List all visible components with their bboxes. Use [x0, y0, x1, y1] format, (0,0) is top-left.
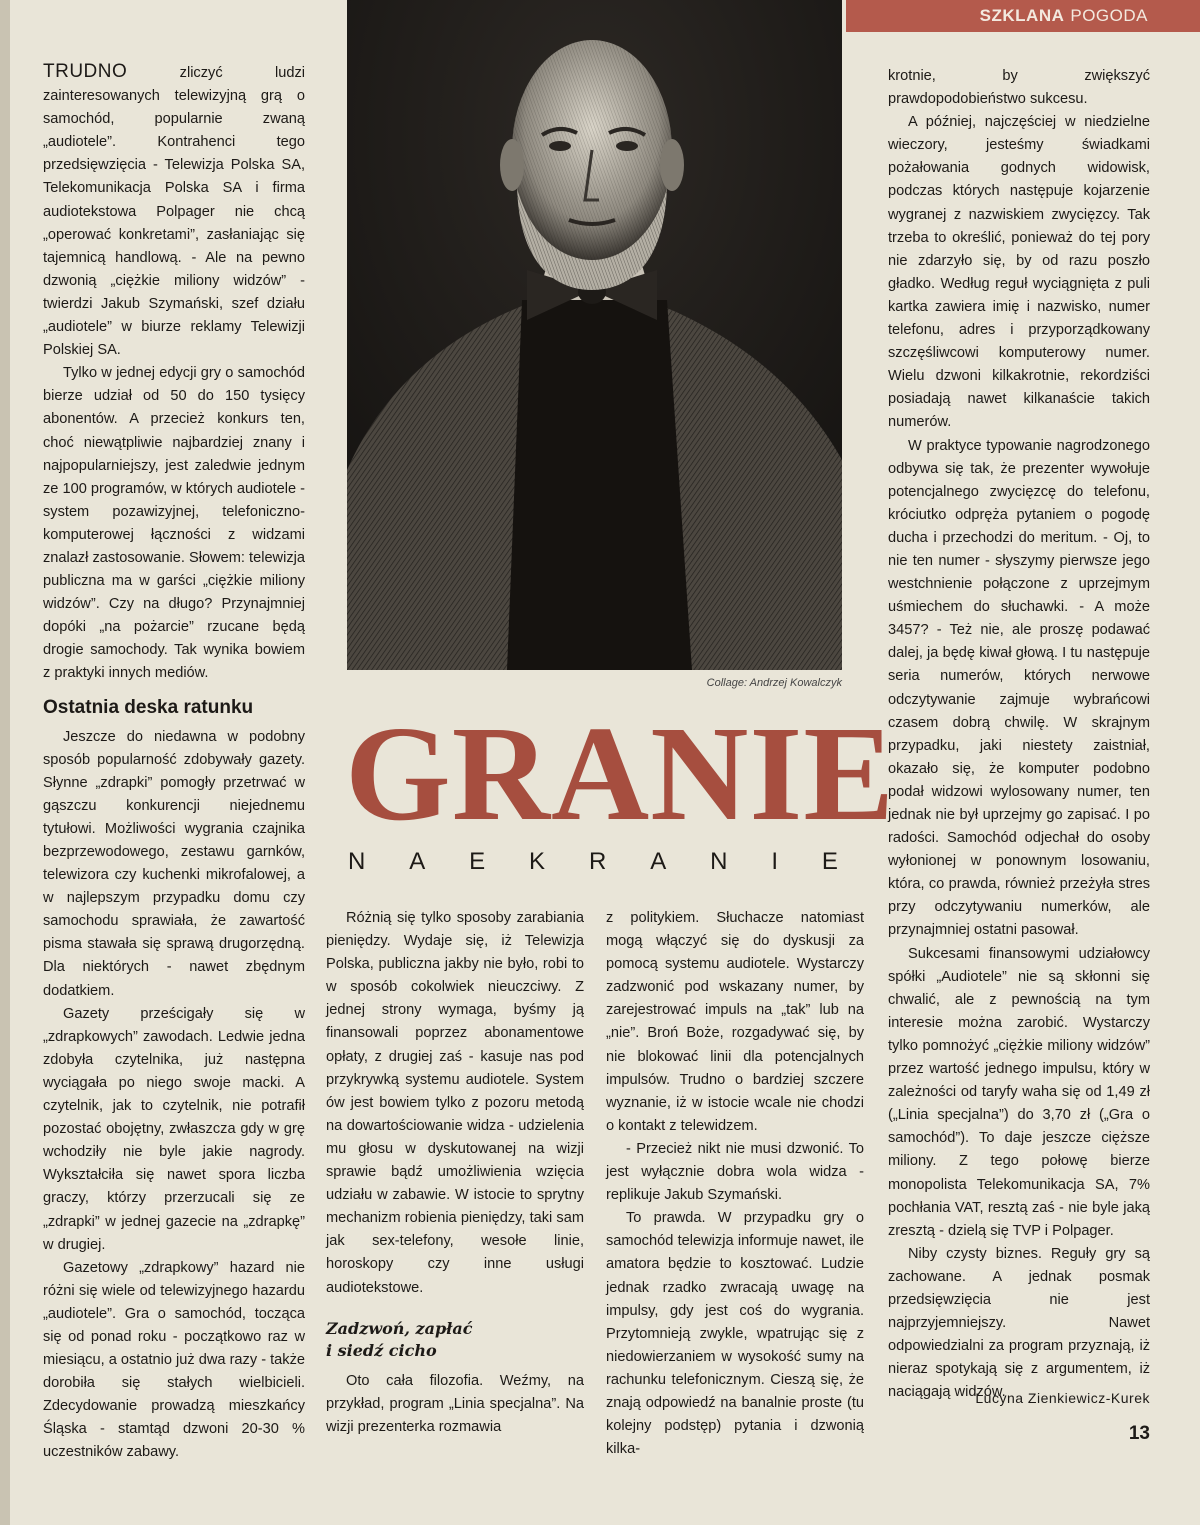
- paragraph: Niby czysty biznes. Reguły gry są zachowane. A jednak posmak przedsięwzięcia nie jest najprzyjemniejszy. Nawet odpowiedzialni za program przyznają, iż nieraz spotykają się z argumentem, iż naciągają widzów.: [888, 1245, 1150, 1401]
- paragraph: - Przecież nikt nie musi dzwonić. To jest wyłącznie dobra wola widza - replikuje Jakub Szymański.: [606, 1140, 864, 1204]
- subheadline-letter: N: [348, 848, 366, 875]
- author-signature: Lucyna Zienkiewicz-Kurek: [975, 1390, 1150, 1406]
- portrait-photo: [347, 0, 842, 670]
- paragraph: Różnią się tylko sposoby zarabiania pieniędzy. Wydaje się, iż Telewizja Polska, publiczna jakby nie było, robi to w sposób cokolwiek nieuczciwy. Z jednej strony wymaga, byśmy ją finansowali poprzez abonamentowe opłaty, z drugiej zaś - kasuje nas pod przykrywką systemu audiotele. System ów jest bowiem tylko z pozoru metodą na dowartościowanie widza - udzielenia mu głosu w dyskutowanej na wizji sprawie bądź umożliwienia wzięcia udziału w zabawie. W istocie to sprytny mechanizm robienia pieniędzy, taki sam jak sex-telefony, wesołe linie, horoskopy czy inne usługi audiotekstowe.: [326, 910, 584, 1296]
- article-column-4: [888, 65, 1150, 1404]
- paragraph: krotnie, by zwiększyć prawdopodobieństwo sukcesu.: [888, 68, 1150, 108]
- photo-caption: Collage: Andrzej Kowalczyk: [706, 677, 842, 689]
- paragraph: Sukcesami finansowymi udziałowcy spółki „Audiotele” nie są skłonni się chwalić, ale z pewnością na tym interesie można zarobić. Wystarczy tylko pomnożyć „ciężkie miliony widzów” przez wartość jednego impulsu, który w zależności od taryfy waha się od 1,49 zł („Linia specjalna”) do 3,70 zł („Gra o samochód”). To daje jeszcze cięższe miliony. Z tego połowę bierze monopolista Telekomunikacja SA, 7% pochłania VAT, resztą zaś - nie byle jaką zresztą - dzielą się TVP i Polpager.: [888, 945, 1150, 1239]
- subheadline-letter: E: [821, 848, 838, 875]
- subheadline-letter: N: [710, 848, 728, 875]
- subheadline: [348, 848, 838, 876]
- paragraph: z politykiem. Słuchacze natomiast mogą włączyć się do dyskusji za pomocą systemu audiotele. Wystarczy zadzwonić pod wskazany numer, by zarejestrować impuls na „tak” lub na „nie”. Broń Boże, rozgadywać się, by nie blokować linii dla potencjalnych impulsów. Trudno o bardziej szczere wyznanie, iż w istocie wcale nie chodzi o kontakt z telewidzem.: [606, 910, 864, 1134]
- paragraph: Jeszcze do niedawna w podobny sposób popularność zdobywały gazety. Słynne „zdrapki” pomogły przetrwać w gąszczu konkurencji niejednemu tytułowi. Możliwości wygrania czajnika bezprzewodowego, zestawu garnków, telewizora czy kuchenki mikrofalowej, a w najlepszym przypadku domu czy samochodu sprawiała, że zawartość pisma stawała się sprawą drugorzędną. Dla niektórych - nawet zbędnym dodatkiem.: [43, 728, 305, 999]
- article-column-1: [43, 60, 305, 1465]
- page-number: 13: [1128, 1423, 1150, 1444]
- portrait-engraving: [347, 0, 842, 670]
- subheadline-letter: A: [409, 848, 426, 875]
- section-subheading: Ostatnia deska ratunku: [43, 696, 254, 718]
- paragraph: Gazetowy „zdrapkowy” hazard nie różni się wiele od telewizyjnego hazardu „audiotele”. Gra o samochód, tocząca się od ponad roku - początkowo raz w miesiącu, a ostatnio już dwa razy - także dorobiła się stałych wielbicieli. Zdecydowanie prowadzą mieszkańcy Śląska - stamtąd dzwoni 20-30 % uczestników zabawy.: [43, 1259, 305, 1461]
- section-banner: [846, 0, 1200, 32]
- paragraph: A później, najczęściej w niedzielne wieczory, jesteśmy świadkami pożałowania godnych widowisk, podczas których następuje kojarzenie wygranej z nazwiskiem zwycięzcy. Tak trzeba to określić, ponieważ do tej pory nie zdarzyło się, by od razu poszło gładko. Według reguł wyciągnięta z puli kartka zawiera imię i nazwisko, numer telefonu, adres i przyporządkowany szczęśliwcowi komputerowy numer. Wielu dzwoni kilkakrotnie, rekordziści posiadają nawet kilkanaście takich numerów.: [888, 114, 1150, 431]
- headline: GRANIE: [345, 699, 896, 849]
- subheadline-letter: E: [469, 848, 486, 875]
- section-title-bold: SZKLANA: [979, 6, 1065, 25]
- subheadline-letter: R: [588, 848, 607, 875]
- paragraph: W praktyce typowanie nagrodzonego odbywa się tak, że prezenter wywołuje potencjalnego zwycięzcę do telefonu, króciutko odpręża pytaniem o pogodę ducha i przechodzi do meritum. - Oj, to nie ten numer - słyszymy pierwsze jego westchnienie połączone z uprzejmym uśmiechem do słuchawki. - A może 3457? - Też nie, ale proszę podawać dalej, ja będę kiwał głową. I tu następuje seria numerów, których nerwowe odczytywanie zajmuje wybrańcowi czasem dobrą chwilę. W skrajnym przypadku, jaki niestety zaistniał, okazało się, że komputer podobno podał widzowi wylosowany numer, ten jednak nie był uprzejmy go zapisać. I po radości. Samochód odjechał do osoby wyłonionej w ponownym losowaniu, która, co prawda, również przeżyła stres przy odczytywaniu numerków, ale przynajmniej ostatni pasował.: [888, 437, 1150, 939]
- paragraph: Oto cała filozofia. Weźmy, na przykład, program „Linia specjalna”. Na wizji prezenterka rozmawia: [326, 1372, 584, 1435]
- paragraph: Tylko w jednej edycji gry o samochód bierze udział od 50 do 150 tysięcy abonentów. A przecież konkurs ten, choć niewątpliwie najbardziej znany i najpopularniejszy, jest zaledwie jednym ze 100 programów, w których audiotele - system pozawizyjnej, telefoniczno-komputerowej łączności z widzami znalazł zastosowanie. Słowem: telewizja publiczna ma w garści „ciężkie miliony widzów”. Czy na długo? Przynajmniej dopóki „na pożarcie” rzucane będą drogie samochody. Tak wynika bowiem z praktyki innych mediów.: [43, 365, 306, 682]
- page-edge: [0, 0, 10, 1525]
- subheadline-letter: K: [529, 848, 546, 875]
- subheadline-letter: I: [771, 848, 778, 875]
- paragraph: To prawda. W przypadku gry o samochód telewizja informuje nawet, ile amatora będzie to kosztować. Ludzie jednak rzadko zwracają uwagę na impulsy, gdy jest coś do wygrania. Przytomnieją zwykle, wpatrując się z niedowierzaniem w wysokość sumy na rachunku telefonicznym. Cieszą się, że znają odpowiedź na banalnie proste (tu kolejny podstęp) pytania i dzwonią kilka-: [606, 1210, 864, 1458]
- section-title-light: POGODA: [1070, 6, 1148, 25]
- subheadline-letter: A: [650, 848, 667, 875]
- lead-paragraph: TRUDNO zliczyć ludzi zainteresowanych telewizyjną grą o samochód, popularnie zwaną „audiotele”. Kontrahenci tego przedsięwzięcia - Telewizja Polska SA, Telekomunikacja Polska SA i firma audiotekstowa Polpager nie chcą „operować konkretami”, zasłaniając się tajemnicą handlową. - Ale na pewno dzwonią „ciężkie miliony widzów” - twierdzi Jakub Szymański, szef działu „audiotele” w biurze reklamy Telewizji Polskiej SA.: [43, 61, 305, 359]
- section-subheading: Zadzwoń, zapłać i siedź cicho: [326, 1318, 473, 1360]
- paragraph: Gazety prześcigały się w „zdrapkowych” zawodach. Ledwie jedna zdobyła czytelnika, już następna wyciągała po niego swoje macki. A czytelnik, jak to czytelnik, nie potrafił pozostać obojętny, zwłaszcza gdy w grę wchodziły nie byle jakie nagrody. Wykształciła się nawet spora liczba graczy, którzy przerzucali się ze „zdrapki” w jednej gazecie na „zdrapkę” w drugiej.: [43, 1005, 305, 1253]
- article-column-3: [606, 907, 864, 1461]
- lead-word: TRUDNO: [43, 61, 128, 82]
- article-column-2: [326, 907, 584, 1439]
